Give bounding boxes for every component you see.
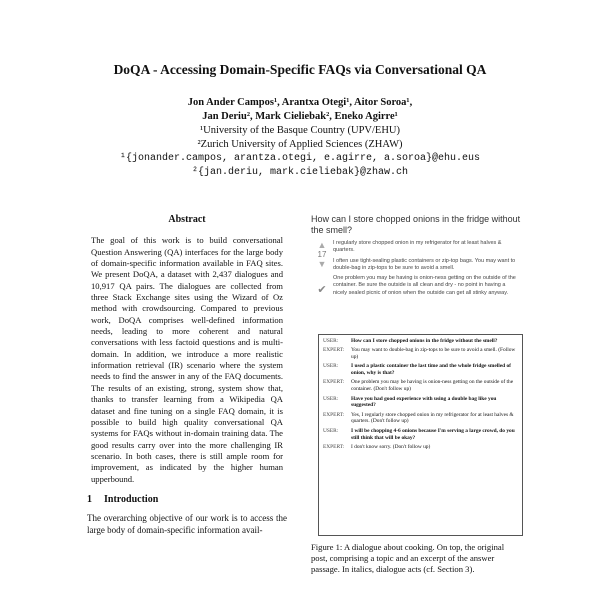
dialogue-speaker: EXPERT: — [323, 411, 345, 418]
authors-line-2: Jan Deriu², Mark Cieliebak², Eneko Agirre¹ — [202, 111, 398, 122]
dialogue-box — [318, 334, 523, 536]
dialogue-text: You may want to double-bag in zip-tops to be sure to avoid a smell. (Follow up) — [351, 347, 516, 361]
post-answer — [311, 240, 521, 297]
dialogue-turn — [323, 396, 518, 410]
answer-text — [333, 240, 521, 297]
vote-column — [311, 240, 333, 297]
post-question: How can I store chopped onions in the fridge without the smell? — [311, 214, 521, 235]
dialogue-speaker: USER: — [323, 363, 339, 370]
dialogue-text: One problem you may be having is onion-ness getting on the outside of the container. (Don't follow up) — [351, 379, 514, 393]
dialogue-speaker: USER: — [323, 395, 339, 402]
authors-line-1: Jon Ander Campos¹, Arantxa Otegi¹, Aitor Soroa¹, — [187, 97, 413, 108]
upvote-icon: ▲ — [317, 240, 327, 250]
dialogue-text: Yes, I regularly store chopped onion in my refrigerator for at least halves & quarters. (Don't follow up) — [351, 411, 514, 425]
dialogue-speaker: EXPERT: — [323, 379, 345, 386]
author-block — [0, 96, 600, 180]
dialogue-turn — [323, 379, 518, 393]
dialogue-text: Have you had good experience with using a double bag like you suggested? — [351, 395, 497, 409]
intro-heading — [87, 494, 287, 505]
affiliation-1: ¹University of the Basque Country (UPV/EHU) — [200, 125, 400, 136]
answer-paragraph-1: I regularly store chopped onion in my refrigerator for at least halves & quarters. — [333, 240, 502, 254]
intro-number: 1 — [87, 493, 92, 505]
affiliation-2: ²Zurich University of Applied Sciences (ZHAW) — [197, 139, 403, 150]
dialogue-turn — [323, 412, 518, 426]
dialogue-turn — [323, 428, 518, 442]
dialogue-speaker: EXPERT: — [323, 347, 345, 354]
left-column — [87, 214, 287, 536]
accepted-check-icon: ✔ — [317, 284, 327, 296]
paper-title: DoQA - Accessing Domain-Specific FAQs via Conversational QA — [113, 62, 487, 77]
abstract-heading: Abstract — [168, 214, 206, 225]
abstract-text: The goal of this work is to build conversational Question Answering (QA) interfaces for the large body of domain-specific information available in FAQ sites. We present DoQA, a dataset with 2,437 dialogues and 10,917 QA pairs. The dialogues are collected from three Stack Exchange sites using the Wizard of Oz method with crowdsourcing. Compared to previous work, DoQA comprises well-defined information needs, leading to more coherent and natural conversations with less factoid questions and is multi-domain. In addition, we introduce a more realistic information retrieval (IR) scenario where the system needs to find the answer in any of the FAQ documents. The results of an existing, strong, system show that, thanks to transfer learning from a Wikipedia QA dataset and fine tuning on a single FAQ domain, it is possible to build high quality conversational QA systems for FAQs without in-domain training data. The good results carry over into the more challenging IR scenario. In both cases, there is still ample room for improvement, as indicated by the higher human upperbound. — [91, 235, 283, 484]
downvote-icon: ▼ — [317, 259, 327, 269]
dialogue-turn — [323, 338, 518, 345]
dialogue-speaker: EXPERT: — [323, 443, 345, 450]
dialogue-turn — [323, 347, 518, 361]
email-line-2: ²{jan.deriu, mark.cieliebak}@zhaw.ch — [191, 167, 409, 178]
dialogue-text: I don't know sorry. (Don't follow up) — [351, 443, 431, 450]
figure-caption-block — [311, 542, 521, 575]
dialogue-turn — [323, 363, 518, 377]
intro-title: Introduction — [104, 493, 159, 505]
dialogue-speaker: USER: — [323, 427, 339, 434]
dialogue-turn — [323, 444, 518, 451]
answer-paragraph-2: I often use tight-sealing plastic containers or zip-top bags. You may want to double-bag in zip-tops to be sure to avoid a smell. — [333, 257, 516, 271]
answer-paragraph-3: One problem you may be having is onion-ness getting on the outside of the container. Be sure the outside is all clean and dry - no point in having a nicely sealed picnic of onion when the outside can get all stinky anyway. — [333, 275, 516, 296]
intro-text: The overarching objective of our work is to access the large body of domain-specific information avail- — [87, 513, 287, 535]
dialogue-speaker: USER: — [323, 338, 339, 344]
figure-1-post — [311, 214, 521, 297]
email-line-1: ¹{jonander.campos, arantza.otegi, e.agirre, a.soroa}@ehu.eus — [119, 153, 481, 164]
dialogue-text: I used a plastic container the last time and the whole fridge smelled of onion, why is that? — [351, 363, 511, 377]
vote-count: 17 — [317, 250, 327, 259]
figure-1-caption: Figure 1: A dialogue about cooking. On top, the original post, comprising a topic and an excerpt of the answer passage. In italics, dialogue acts (cf. Section 3). — [311, 542, 505, 574]
dialogue-text: I will be chopping 4-6 onions because I'm serving a large crowd, do you still think that will be okay? — [351, 427, 515, 441]
dialogue-text: How can I store chopped onions in the fridge without the smell? — [351, 338, 498, 344]
